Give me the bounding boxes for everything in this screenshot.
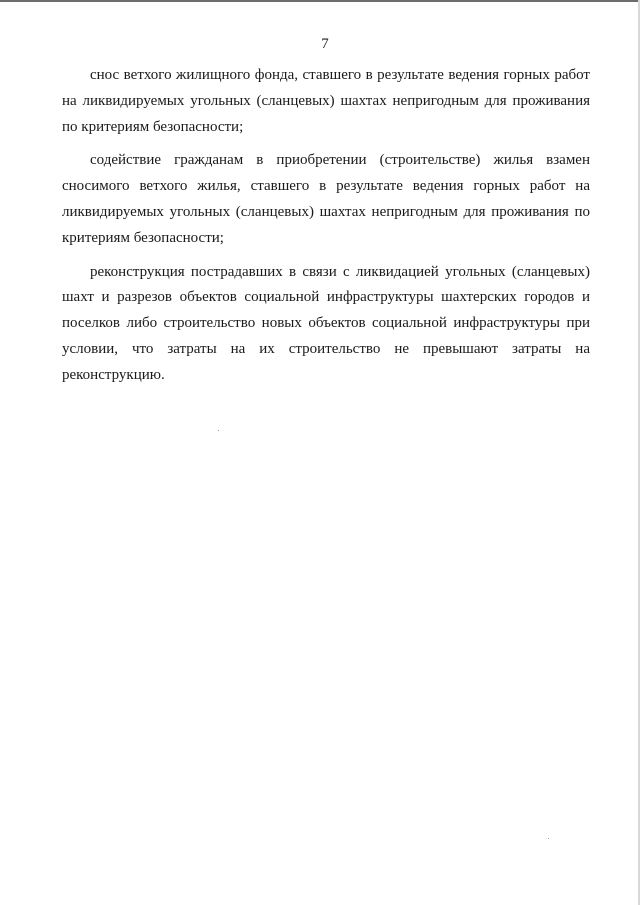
page-number: 7 [321, 36, 329, 52]
scan-speck [218, 430, 219, 431]
paragraph-demolition: снос ветхого жилищного фонда, ставшего в результате ведения горных работ на ликвидируемых угольных (сланцевых) шахтах непригодным для проживания по критериям безопасности; [62, 67, 590, 135]
scan-border-top [0, 0, 640, 2]
scan-speck [548, 838, 549, 839]
paragraph-reconstruction: реконструкция пострадавших в связи с ликвидацией угольных (сланцевых) шахт и разрезов объектов социальной инфраструктуры шахтерских городов и поселков либо строительство новых объектов социальной инфраструктуры при условии, что затраты на их строительство не превышают затраты на реконструкцию. [62, 263, 590, 383]
document-body [62, 63, 590, 397]
paragraph-housing-assistance: содействие гражданам в приобретении (строительстве) жилья взамен сносимого ветхого жилья, ставшего в результате ведения горных работ на ликвидируемых угольных (сланцевых) шахтах непригодным для проживания по критериям безопасности; [62, 152, 590, 246]
